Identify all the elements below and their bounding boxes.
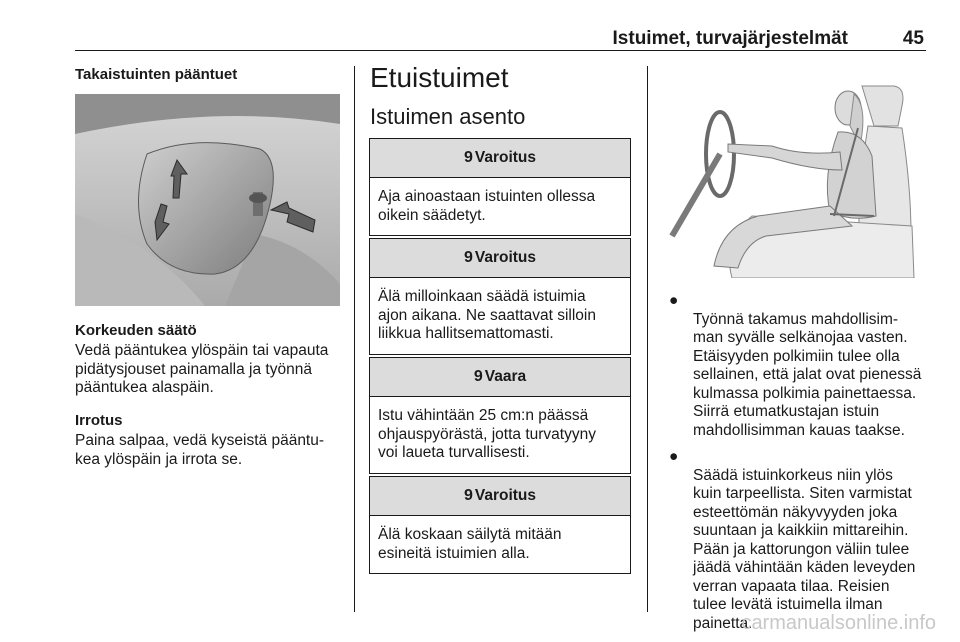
list-item-text: Säädä istuinkorkeus niin ylös kuin tarpeellista. Siten varmistat esteettömän näkyvyyden joka suuntaan ja kaikkiin mittareihin. Pään ja kattorungon väliin tulee jäädä vähintään käden leveyden verran vapaata tilaa. Reisien tulee levätä istuimella ilman painetta. — [693, 466, 916, 632]
notice-text: Älä milloinkaan säädä istuimia ajon aikana. Ne saattavat silloin liikkua hallitsemattomasti. — [378, 288, 596, 342]
notice-box-3 — [369, 357, 631, 474]
notice-box-4 — [369, 476, 631, 574]
headrest-photo — [75, 94, 340, 306]
page-header-title: Istuimet, turvajärjestelmät — [612, 28, 848, 49]
warning-icon: 9 — [463, 487, 473, 504]
notice-text: Älä koskaan säilytä mitään esineitä istuimien alla. — [378, 526, 562, 562]
column-divider-right — [647, 66, 648, 612]
removal-heading: Irrotus — [75, 412, 123, 429]
notice-header — [370, 477, 630, 516]
seat-position-subheading: Istuimen asento — [370, 104, 526, 129]
bullet-icon: ● — [669, 292, 679, 309]
list-item — [667, 292, 932, 440]
notice-header — [370, 139, 630, 178]
notice-text: Istu vähintään 25 cm:n päässä ohjauspyörästä, jotta turvatyyny voi laueta turvallisesti. — [378, 407, 596, 461]
page-number: 45 — [902, 28, 924, 49]
warning-icon: 9 — [463, 149, 473, 166]
notice-label: Vaara — [484, 368, 527, 385]
notice-header — [370, 358, 630, 397]
notice-header — [370, 239, 630, 278]
front-seats-heading: Etuistuimet — [370, 62, 509, 93]
height-adjust-text: Vedä pääntukea ylöspäin tai vapauta pidätysjouset painamalla ja työnnä pääntukea alaspäin. — [75, 342, 329, 396]
adjustment-instructions-list — [667, 292, 932, 641]
list-item-text: Työnnä takamus mahdollisim‐ man syvälle selkänojaa vasten. Etäisyyden polkimiin tulee olla sellainen, että jalat ovat pienessä kulmassa polkimia painettaessa. Siirrä etumatkustajan istuin mahdollisimman kauas taakse. — [693, 310, 922, 439]
notice-label: Varoitus — [474, 249, 537, 266]
warning-icon: 9 — [473, 368, 483, 385]
notice-label: Varoitus — [474, 487, 537, 504]
list-item — [667, 448, 932, 633]
height-adjust-heading: Korkeuden säätö — [75, 322, 197, 339]
header-divider — [75, 50, 926, 51]
notice-box-1 — [369, 138, 631, 236]
bullet-icon: ● — [669, 448, 679, 465]
column-divider-left — [354, 66, 355, 612]
removal-text: Paina salpaa, vedä kyseistä pääntu‐ kea ylöspäin ja irrota se. — [75, 432, 325, 468]
notice-label: Varoitus — [474, 149, 537, 166]
section-title-rear-headrests: Takaistuinten pääntuet — [75, 66, 238, 83]
seated-driver-illustration — [662, 66, 926, 278]
warning-icon: 9 — [463, 249, 473, 266]
watermark: carmanualsonline.info — [741, 612, 936, 634]
notice-box-2 — [369, 238, 631, 355]
notice-text: Aja ainoastaan istuinten ollessa oikein säädetyt. — [378, 188, 596, 224]
